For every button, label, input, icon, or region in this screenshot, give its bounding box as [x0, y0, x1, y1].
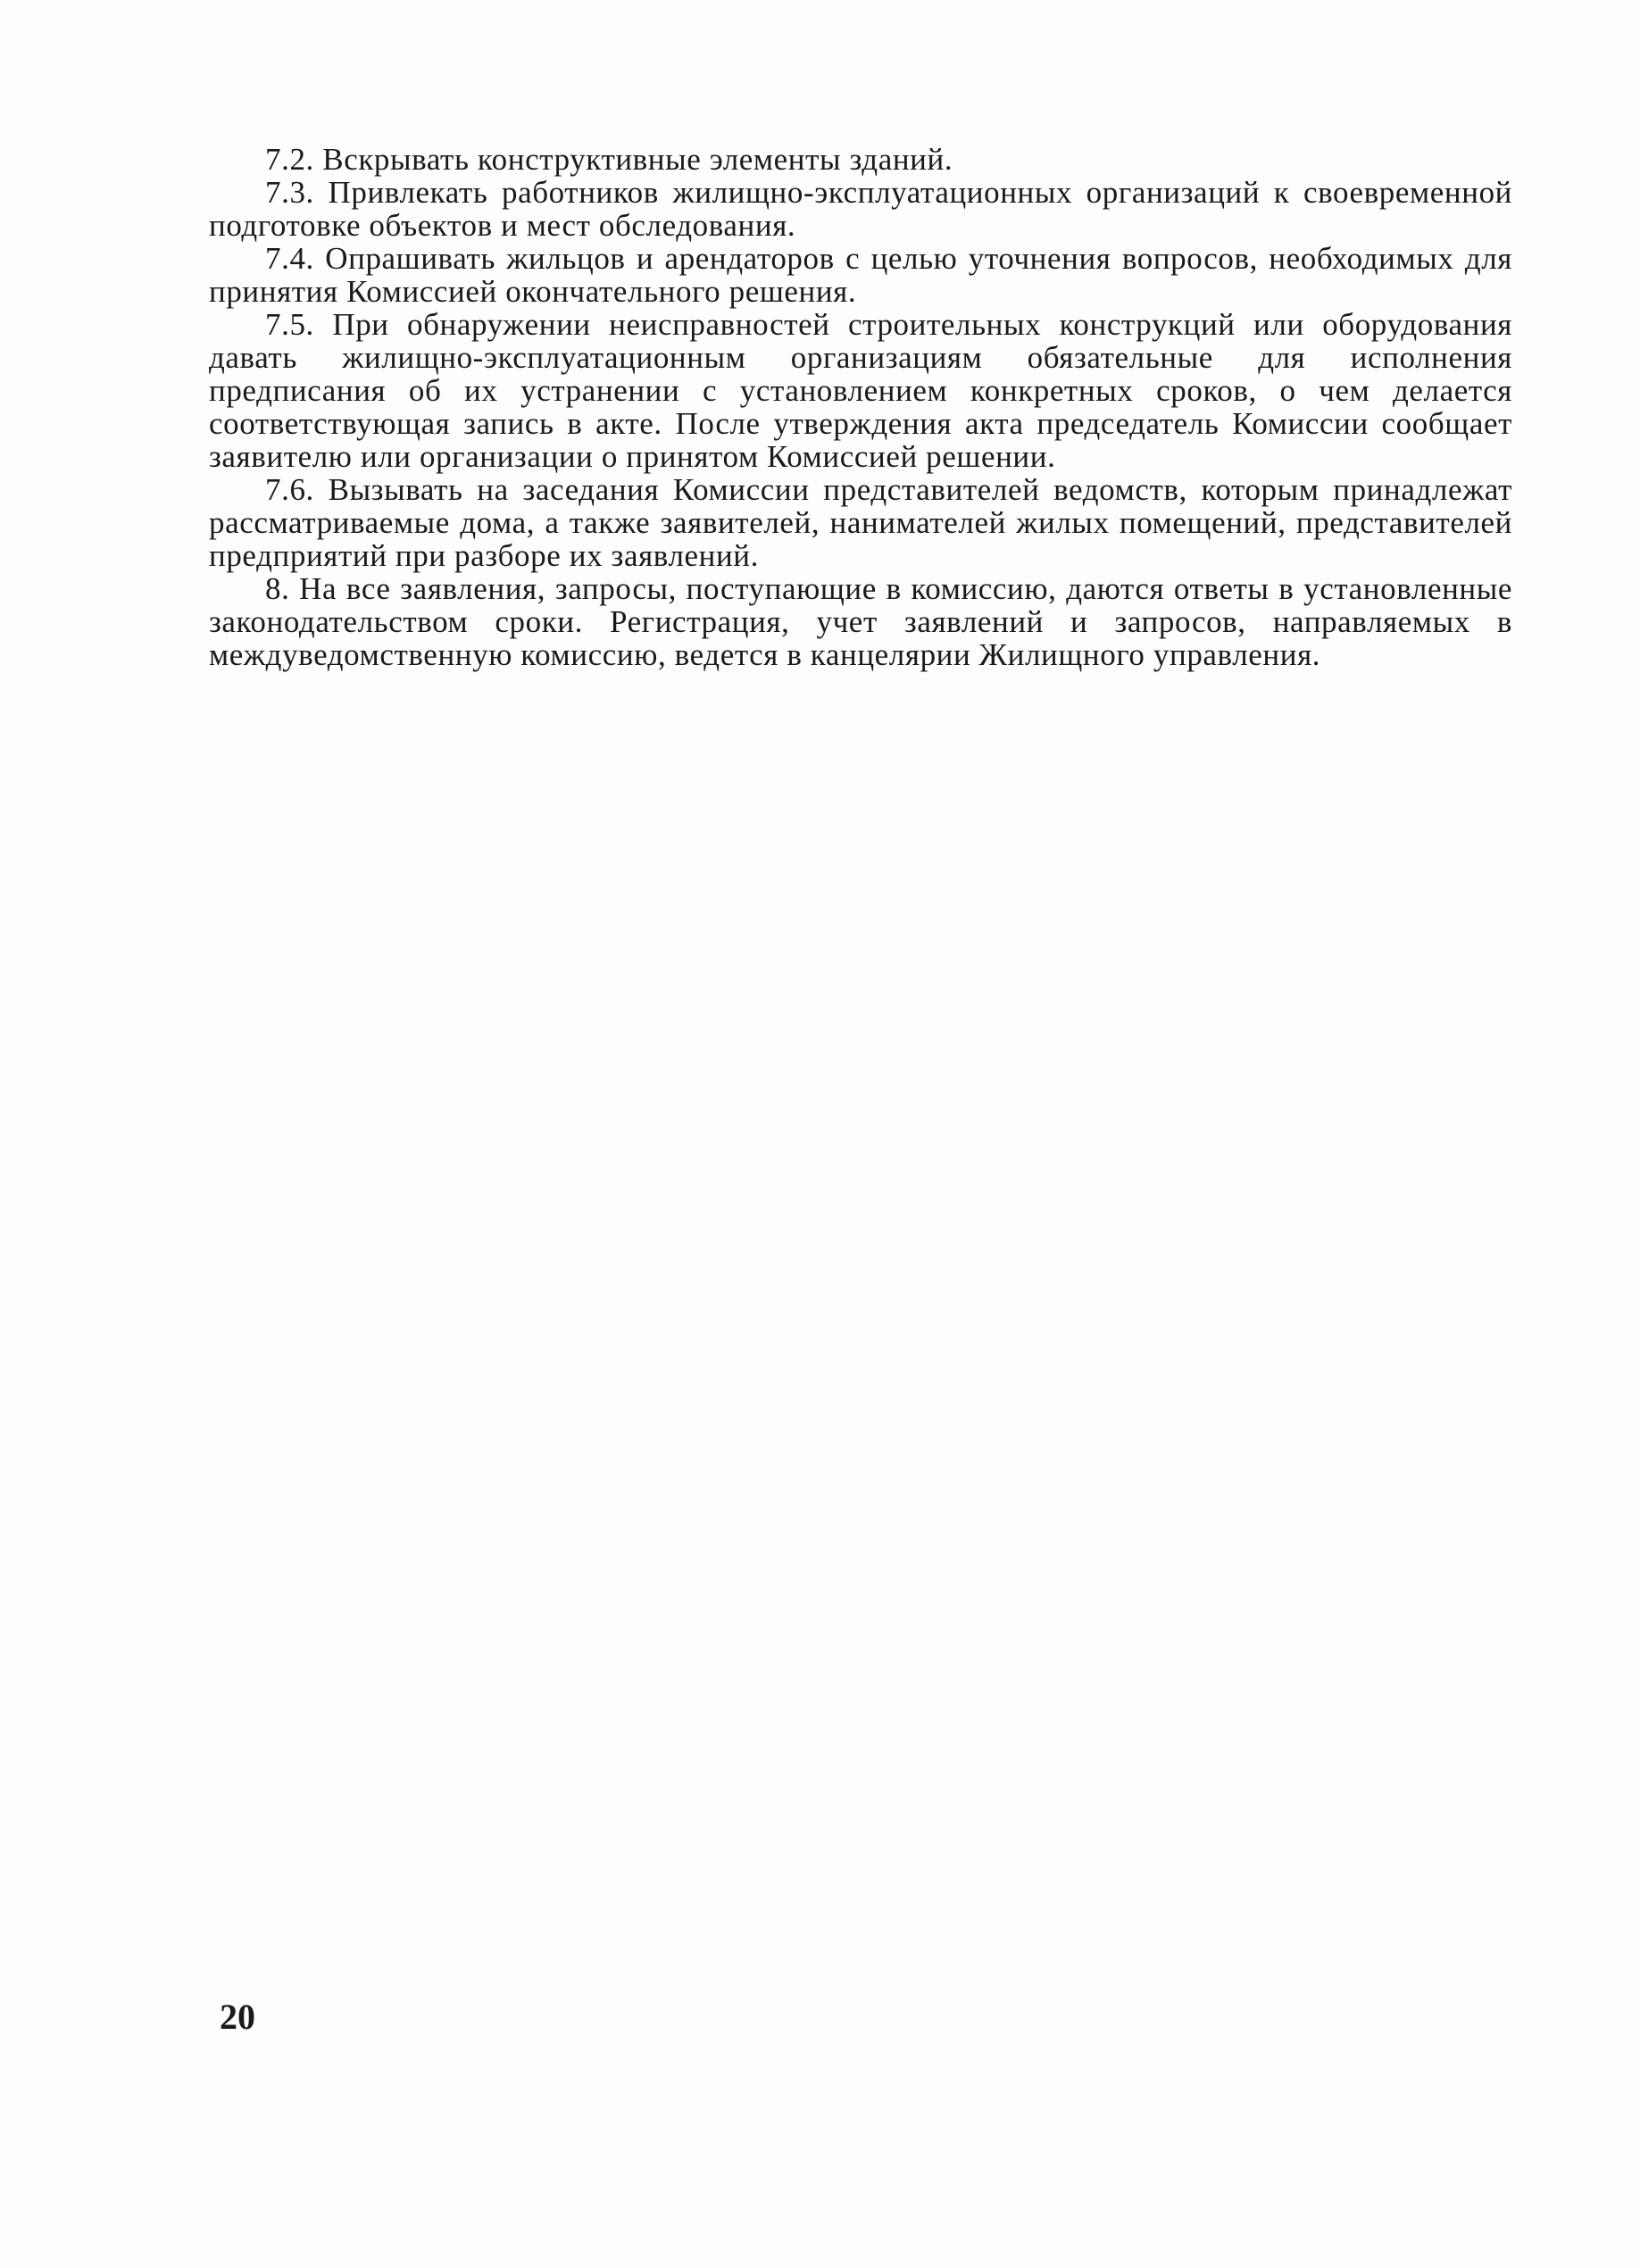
paragraph-7-2: 7.2. Вскрывать конструктивные элементы зданий. — [265, 142, 953, 177]
page-number: 20 — [220, 1997, 255, 2037]
paragraph-7-4: 7.4. Опрашивать жильцов и арендаторов с целью уточнения вопросов, необходимых для принятия Комиссией окончательного решения. — [209, 241, 1512, 309]
body-text — [209, 143, 1512, 671]
paragraph-7-3: 7.3. Привлекать работников жилищно-эксплуатационных организаций к своевременной подготовке объектов и мест обследования. — [209, 175, 1512, 243]
paragraph-8: 8. На все заявления, запросы, поступающие в комиссию, даются ответы в установленные законодательством сроки. Регистрация, учет заявлений и запросов, направляемых в междуведомственную комиссию, ведется в канцелярии Жилищного управления. — [209, 571, 1512, 672]
paragraph-7-5: 7.5. При обнаружении неисправностей строительных конструкций или оборудования давать жилищно-эксплуатационным организациям обязательные для исполнения предписания об их устранении с установлением конкретных сроков, о чем делается соответствующая запись в акте. После утверждения акта председатель Комиссии сообщает заявителю или организации о принятом Комиссией решении. — [209, 307, 1512, 474]
paragraph-7-6: 7.6. Вызывать на заседания Комиссии представителей ведомств, которым принадлежат рассматриваемые дома, а также заявителей, нанимателей жилых помещений, представителей предприятий при разборе их заявлений. — [209, 472, 1512, 573]
